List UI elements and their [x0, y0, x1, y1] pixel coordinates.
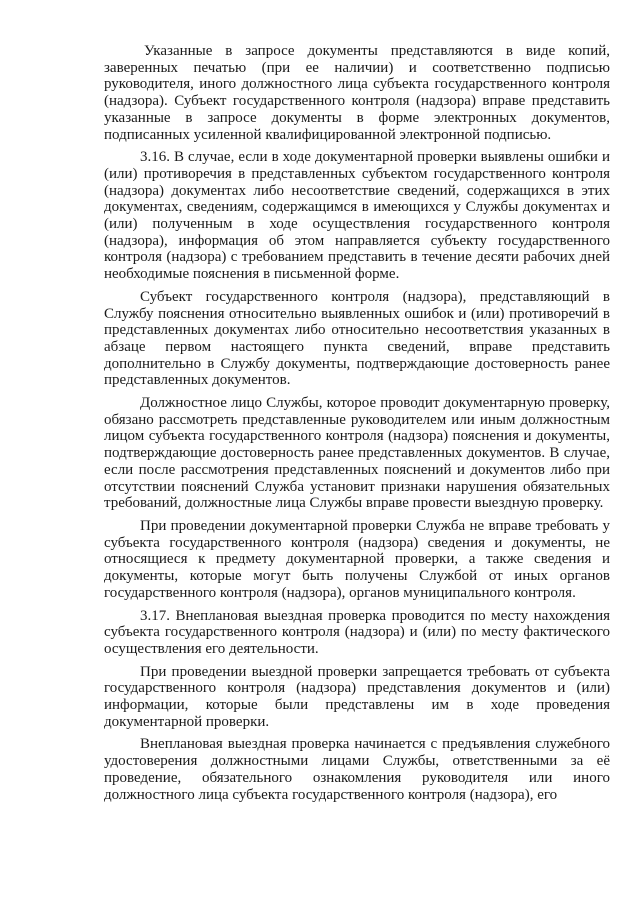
paragraph-3-16: 3.16. В случае, если в ходе документарной проверки выявлены ошибки и (или) противоречия в представленных субъектом государственного контроля (надзора) документах либо несоответствие сведений, содержащихся в этих документах, сведениям, содержащимся в имеющихся у Службы документах и (или) полученным в ходе осуществления государственного контроля (надзора), информация об этом направляется субъекту государственного контроля (надзора) с требованием представить в течение десяти рабочих дней необходимые пояснения в письменной форме. — [104, 149, 610, 283]
document-body — [104, 43, 610, 809]
paragraph-subject-explanations: Субъект государственного контроля (надзора), представляющий в Службу пояснения относительно выявленных ошибок и (или) противоречий в представленных документах либо относительно несоответствия указанных в абзаце первом настоящего пункта сведений, вправе представить дополнительно в Службу документы, подтверждающие достоверность ранее представленных документов. — [104, 288, 610, 389]
paragraph-3-17: 3.17. Внеплановая выездная проверка проводится по месту нахождения субъекта государственного контроля (надзора) и (или) по месту фактического осуществления его деятельности. — [104, 607, 610, 657]
paragraph-no-extra-requests: При проведении документарной проверки Служба не вправе требовать у субъекта государственного контроля (надзора) сведения и документы, не относящиеся к предмету документарной проверки, а также сведения и документы, которые могут быть получены Службой от иных органов государственного контроля (надзора), органов муниципального контроля. — [104, 517, 610, 601]
paragraph-on-site-start: Внеплановая выездная проверка начинается с предъявления служебного удостоверения должностными лицами Службы, ответственными за её проведение, обязательного ознакомления руководителя или иного должностного лица субъекта государственного контроля (надзора), его — [104, 736, 610, 803]
paragraph-official-review: Должностное лицо Службы, которое проводит документарную проверку, обязано рассмотреть представленные руководителем или иным должностным лицом субъекта государственного контроля (надзора) пояснения и документы, подтверждающие достоверность ранее представленных документов. В случае, если после рассмотрения представленных пояснений и документов либо при отсутствии пояснений Служба установит признаки нарушения обязательных требований, должностные лица Службы вправе провести выездную проверку. — [104, 395, 610, 512]
paragraph-documents-copies: Указанные в запросе документы представляются в виде копий, заверенных печатью (при ее наличии) и соответственно подписью руководителя, иного должностного лица субъекта государственного контроля (надзора). Субъект государственного контроля (надзора) вправе представить указанные в запросе документы в форме электронных документов, подписанных усиленной квалифицированной электронной подписью. — [104, 43, 610, 143]
paragraph-on-site-prohibition: При проведении выездной проверки запрещается требовать от субъекта государственного контроля (надзора) представления документов и (или) информации, которые были представлены им в ходе проведения документарной проверки. — [104, 663, 610, 730]
